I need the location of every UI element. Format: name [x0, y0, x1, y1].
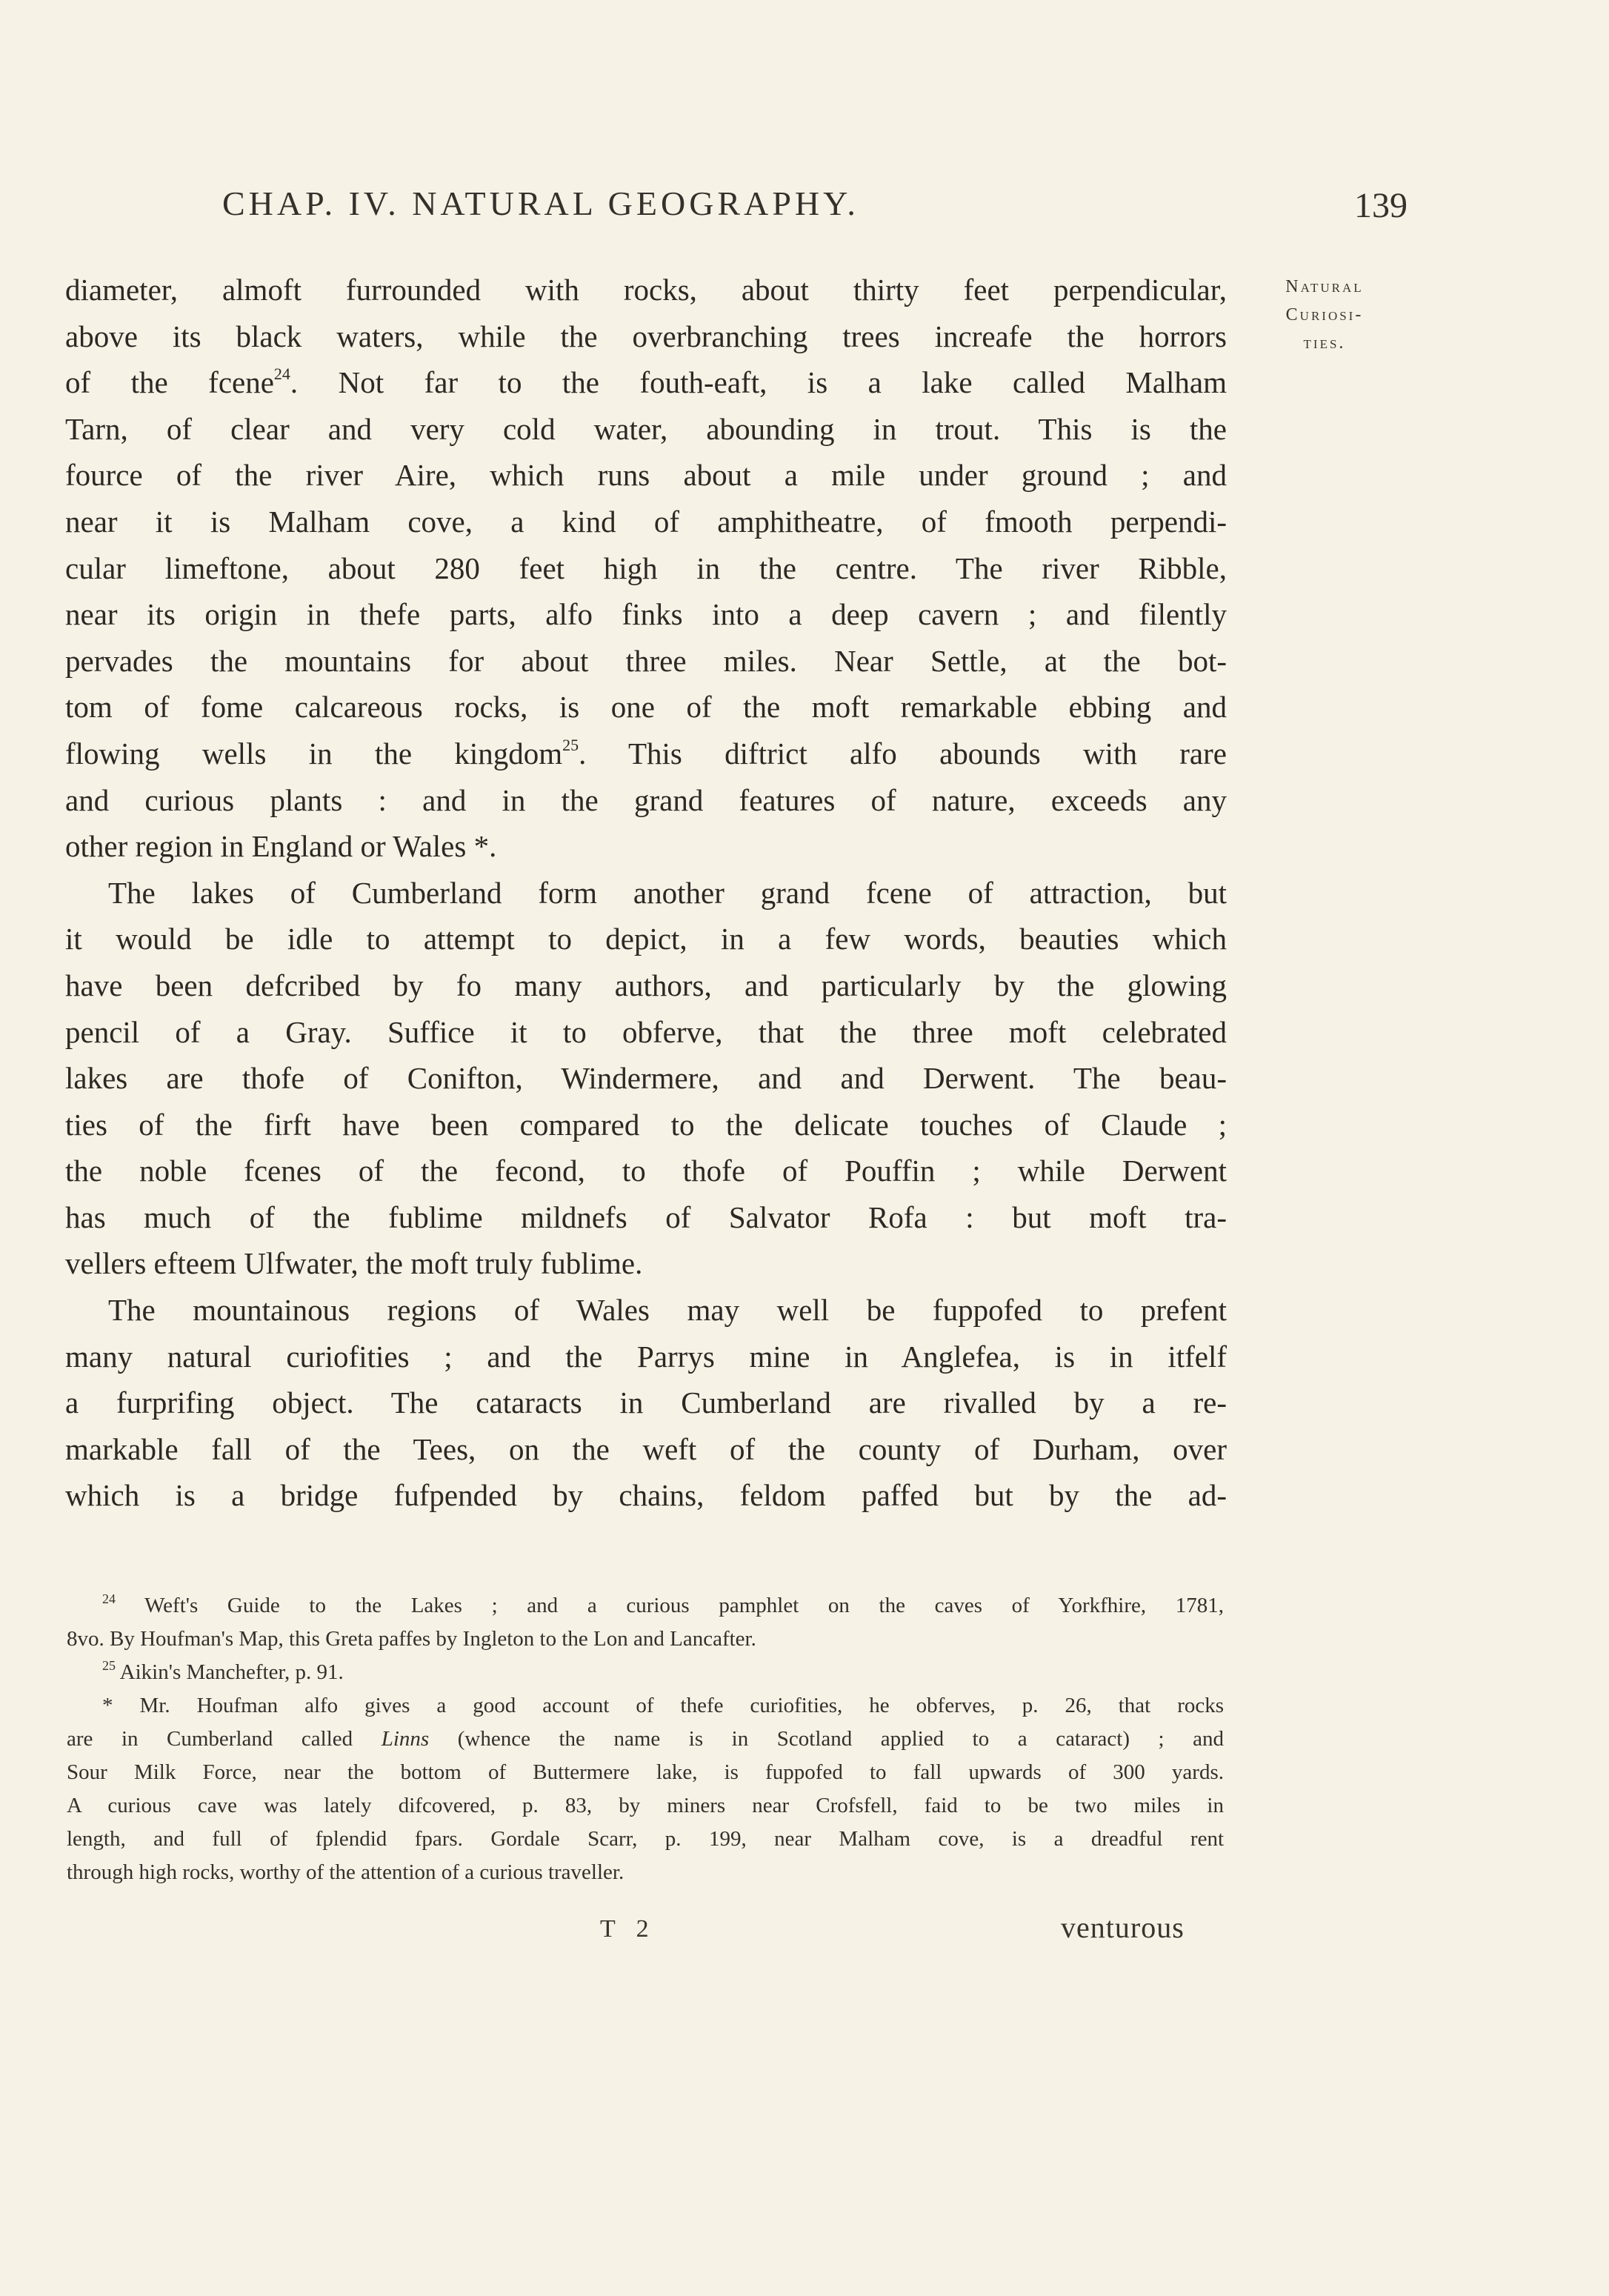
text-line: near its origin in thefe parts, alfo finks into a deep cavern ; and filently	[65, 597, 1227, 632]
text-segment: of the fcene	[65, 365, 274, 400]
catchword: venturous	[1061, 1911, 1185, 1944]
footnote-line	[67, 1589, 1224, 1623]
text-line: markable fall of the Tees, on the weft of the county of Durham, over	[65, 1431, 1227, 1466]
footnote-line: length, and full of fplendid fpars. Gordale Scarr, p. 199, near Malham cove, is a dreadful rent	[67, 1827, 1224, 1851]
text-line: which is a bridge fufpended by chains, feldom paffed but by the ad-	[65, 1478, 1227, 1513]
text-line: a furprifing object. The cataracts in Cumberland are rivalled by a re-	[65, 1385, 1227, 1420]
margin-note	[1250, 273, 1399, 357]
footnote-text: Aikin's Manchefter, p. 91.	[119, 1660, 344, 1684]
text-line: cular limeftone, about 280 feet high in the centre. The river Ribble,	[65, 550, 1227, 585]
text-line: many natural curiofities ; and the Parrys mine in Anglefea, is in itfelf	[65, 1339, 1227, 1374]
text-line: tom of fome calcareous rocks, is one of the moft remarkable ebbing and	[65, 690, 1227, 725]
text-line: pencil of a Gray. Suffice it to obferve, that the three moft celebrated	[65, 1014, 1227, 1049]
text-segment: . Not far to the fouth-eaft, is a lake called Malham	[290, 365, 1227, 400]
text-line: other region in England or Wales *.	[65, 829, 497, 864]
text-line: The mountainous regions of Wales may well be fuppofed to prefent	[108, 1293, 1227, 1328]
footnote-italic: Linns	[381, 1727, 430, 1751]
footnote-line: A curious cave was lately difcovered, p. 83, by miners near Crofsfell, faid to be two miles in	[67, 1794, 1224, 1817]
footnote-mark: 25	[102, 1658, 116, 1673]
text-segment: flowing wells in the kingdom	[65, 736, 563, 771]
footnote-line: 8vo. By Houfman's Map, this Greta paffes by Ingleton to the Lon and Lancafter.	[67, 1627, 756, 1651]
page-number: 139	[1354, 186, 1408, 225]
text-line: has much of the fublime mildnefs of Salvator Rofa : but moft tra-	[65, 1199, 1227, 1234]
footnote-line: through high rocks, worthy of the attention of a curious traveller.	[67, 1860, 624, 1884]
footnote-line: Sour Milk Force, near the bottom of Buttermere lake, is fuppofed to fall upwards of 300 yards.	[67, 1760, 1224, 1784]
footnote-mark: 24	[102, 1591, 116, 1606]
footnote-line	[67, 1723, 1224, 1756]
body-text	[65, 267, 1227, 1519]
text-line: near it is Malham cove, a kind of amphitheatre, of fmooth perpendi-	[65, 504, 1227, 539]
text-line: the noble fcenes of the fecond, to thofe of Pouffin ; while Derwent	[65, 1154, 1227, 1188]
text-line: lakes are thofe of Conifton, Windermere, and and Derwent. The beau-	[65, 1061, 1227, 1096]
footnote-text: Weft's Guide to the Lakes ; and a curious pamphlet on the caves of Yorkfhire, 1781,	[144, 1594, 1224, 1617]
margin-note-line: Curiosi-	[1285, 305, 1364, 325]
text-line: vellers efteem Ulfwater, the moft truly fublime.	[65, 1246, 643, 1281]
margin-note-line: Natural	[1285, 277, 1364, 296]
text-line: have been defcribed by fo many authors, and particularly by the glowing	[65, 968, 1227, 1002]
text-line: fource of the river Aire, which runs about a mile under ground ; and	[65, 458, 1227, 493]
text-line: it would be idle to attempt to depict, in a few words, beauties which	[65, 922, 1227, 956]
text-line: ties of the firft have been compared to the delicate touches of Claude ;	[65, 1107, 1227, 1142]
text-line: The lakes of Cumberland form another grand fcene of attraction, but	[108, 875, 1227, 910]
text-line	[65, 359, 1227, 406]
text-segment: . This diftrict alfo abounds with rare	[579, 736, 1227, 771]
text-line: Tarn, of clear and very cold water, abounding in trout. This is the	[65, 411, 1227, 446]
margin-note-line: ties.	[1303, 333, 1346, 353]
text-line: pervades the mountains for about three miles. Near Settle, at the bot-	[65, 643, 1227, 678]
footnotes	[67, 1589, 1224, 1889]
footnote-text: Mr. Houfman alfo gives a good account of thefe curiofities, he obferves, p. 26, that rocks	[139, 1694, 1225, 1717]
text-line: above its black waters, while the overbranching trees increafe the horrors	[65, 319, 1227, 353]
footnote-text: are in Cumberland called	[67, 1727, 382, 1751]
text-line	[65, 731, 1227, 777]
text-line: diameter, almoft furrounded with rocks, about thirty feet perpendicular,	[65, 273, 1227, 307]
footnote-line	[67, 1656, 1224, 1689]
running-head: CHAP. IV. NATURAL GEOGRAPHY.	[222, 184, 859, 222]
footnote-line	[67, 1689, 1224, 1723]
footnote-ref: 24	[273, 365, 290, 384]
footnote-ref: 25	[562, 735, 579, 754]
signature-mark: T 2	[600, 1915, 656, 1943]
text-line: and curious plants : and in the grand features of nature, exceeds any	[65, 782, 1227, 817]
footnote-text: (whence the name is in Scotland applied to a cataract) ; and	[429, 1727, 1224, 1751]
footnote-mark: *	[102, 1694, 113, 1717]
